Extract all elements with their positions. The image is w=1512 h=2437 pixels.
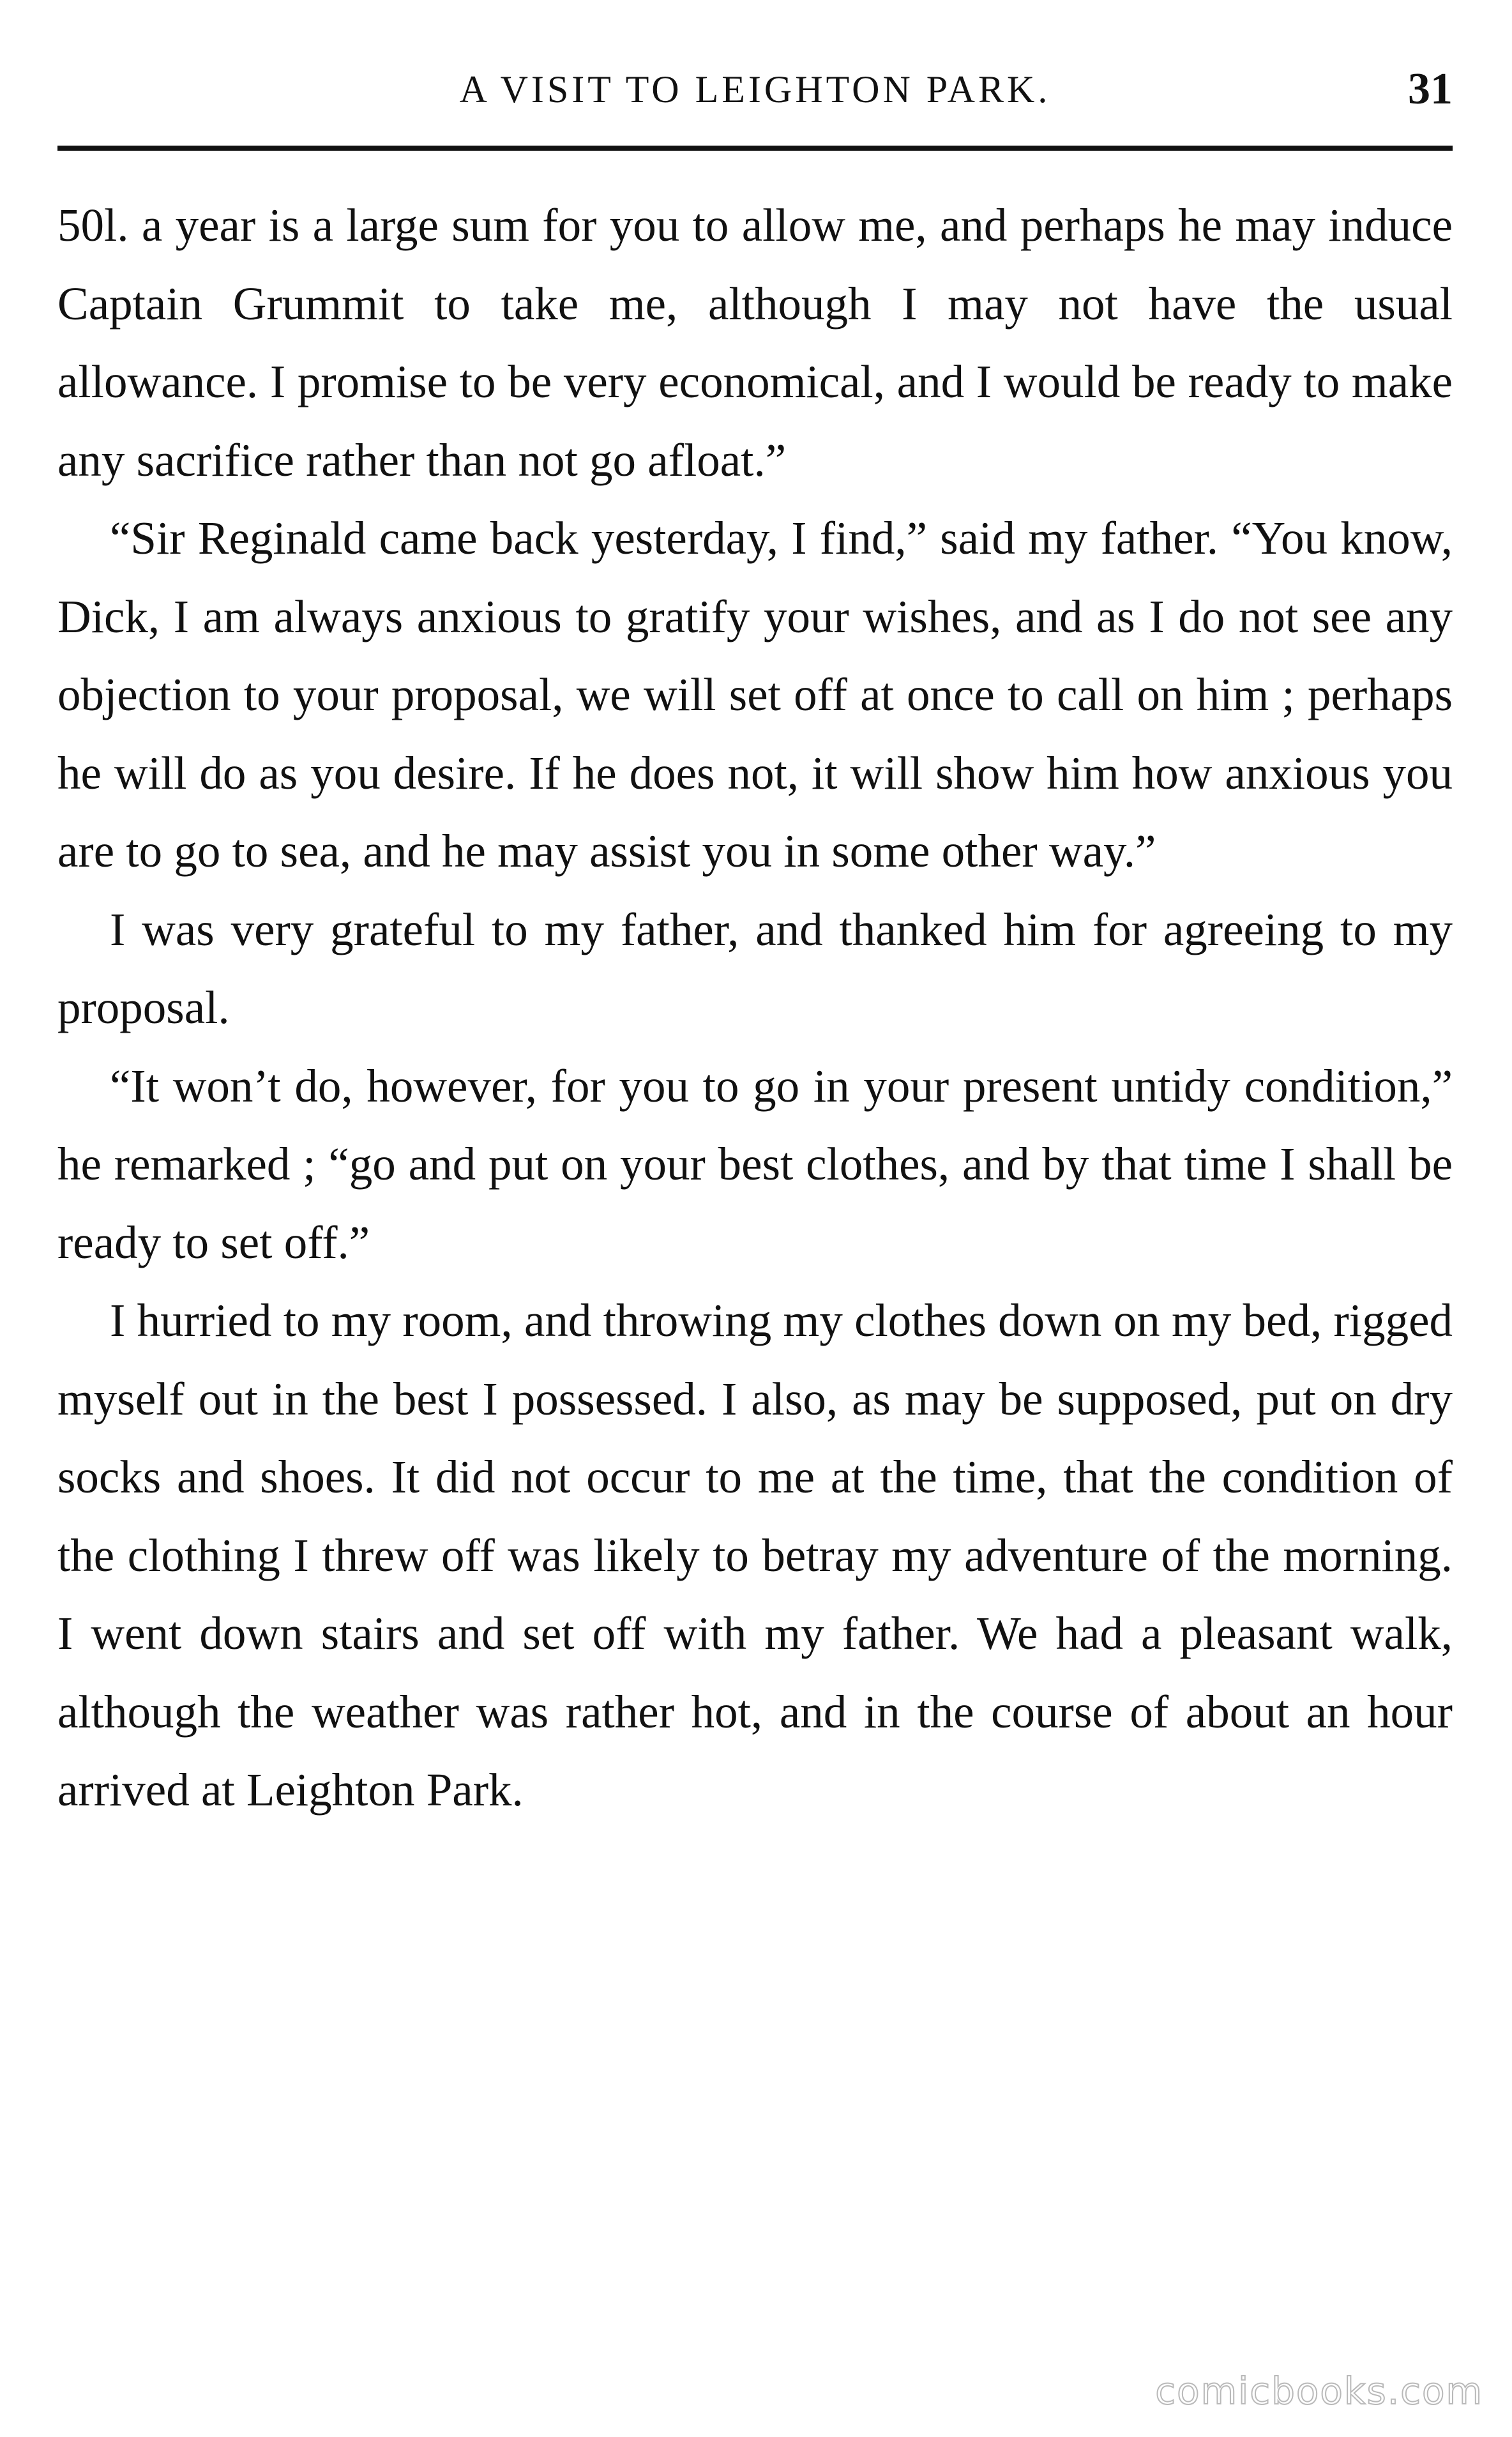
running-header bbox=[57, 61, 1453, 118]
page-number: 31 bbox=[1408, 65, 1453, 114]
paragraph: “It won’t do, however, for you to go in your present untidy condition,” he remarked ; “go and put on your best clothes, and by that time I shall be ready to set off.” bbox=[57, 1059, 1453, 1268]
paragraph-continuation: 50l. a year is a large sum for you to allow me, and perhaps he may induce Captain Grummit to take me, although I may not have the usual allowance. I promise to be very economical, and I would be ready to make any sacrifice rather than not go afloat.” bbox=[57, 199, 1453, 486]
paragraph: I was very grateful to my father, and thanked him for agreeing to my proposal. bbox=[57, 903, 1453, 1033]
paragraph: I hurried to my room, and throwing my clothes down on my bed, rigged myself out in the best I possessed. I also, as may be supposed, put on dry socks and shoes. It did not occur to me at the time, that the condition of the clothing I threw off was likely to betray my adventure of the morning. I went down stairs and set off with my father. We had a pleasant walk, although the weather was rather hot, and in the course of about an hour arrived at Leighton Park. bbox=[57, 1294, 1453, 1816]
watermark: comicbooks.com bbox=[1155, 2369, 1483, 2413]
running-title: A VISIT TO LEIGHTON PARK. bbox=[459, 68, 1051, 110]
header-rule bbox=[57, 146, 1453, 151]
body-text bbox=[57, 186, 1453, 1830]
paragraph: “Sir Reginald came back yesterday, I find,” said my father. “You know, Dick, I am always anxious to gratify your wishes, and as I do not see any objection to your proposal, we will set off at once to call on him ; perhaps he will do as you desire. If he does not, it will show him how anxious you are to go to sea, and he may assist you in some other way.” bbox=[57, 512, 1453, 877]
